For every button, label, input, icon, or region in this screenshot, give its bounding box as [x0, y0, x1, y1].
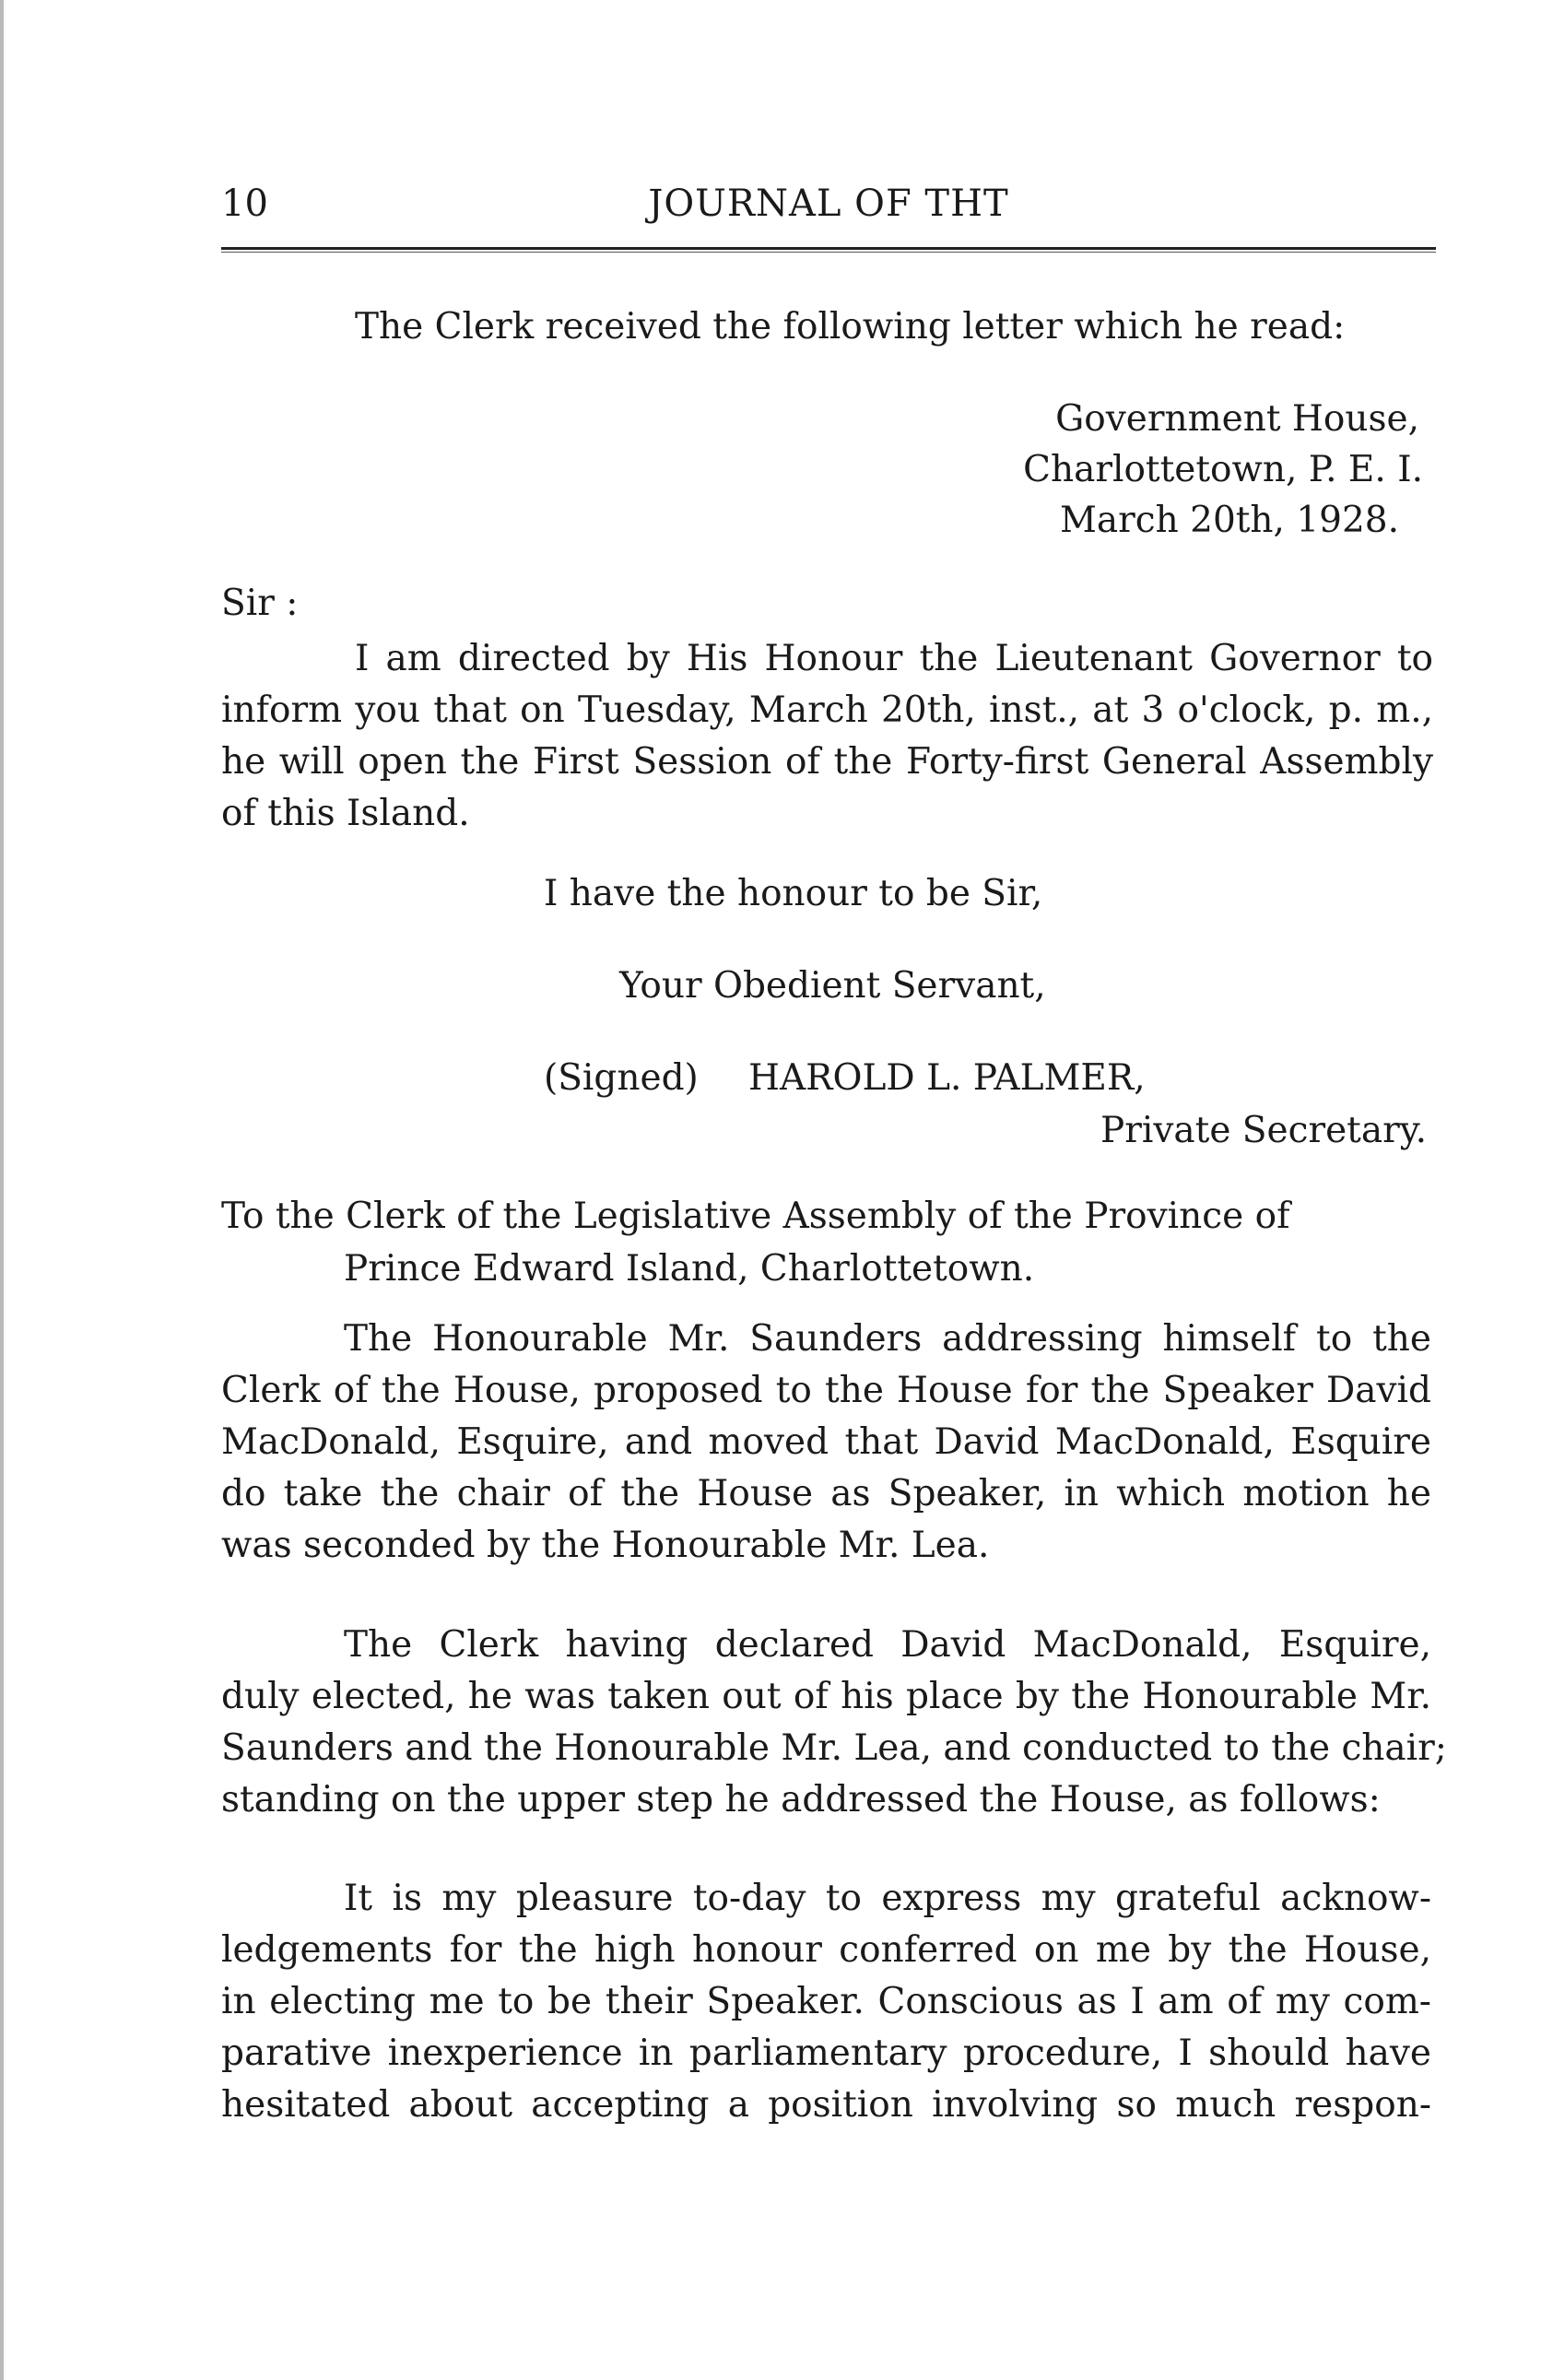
paragraph-line: parative inexperience in parliamentary procedure, I should have [221, 2032, 1431, 2074]
letter-salutation: Sir : [221, 583, 299, 624]
page-header [221, 183, 1436, 234]
letter-addressee-line1: To the Clerk of the Legislative Assembly of the Province of [221, 1196, 1290, 1237]
letter-closing: I have the honour to be Sir, [544, 873, 1043, 914]
running-title: JOURNAL OF THT [648, 183, 1009, 225]
letter-valediction: Your Obedient Servant, [619, 965, 1046, 1007]
paragraph-line: MacDonald, Esquire, and moved that David MacDonald, Esquire [221, 1421, 1431, 1463]
letter-signer-title: Private Secretary. [1100, 1110, 1427, 1151]
letter-addressee-line2: Prince Edward Island, Charlottetown. [344, 1248, 1035, 1290]
header-rule-thin [221, 252, 1436, 253]
paragraph-line: The Honourable Mr. Saunders addressing himself to the [344, 1318, 1431, 1360]
paragraph-line: hesitated about accepting a position involving so much respon- [221, 2084, 1431, 2126]
paragraph-line: The Clerk having declared David MacDonald, Esquire, [344, 1624, 1431, 1666]
header-rule [221, 247, 1436, 250]
letter-body-line: he will open the First Session of the Forty-first General Assembly [221, 741, 1433, 783]
page-number: 10 [221, 183, 268, 225]
letter-signed: (Signed) [544, 1057, 699, 1099]
letter-address-line2: Charlottetown, P. E. I. [1023, 449, 1423, 490]
letter-body-line: inform you that on Tuesday, March 20th, inst., at 3 o'clock, p. m., [221, 689, 1433, 731]
letter-address-line1: Government House, [1055, 398, 1419, 440]
paragraph-line: in electing me to be their Speaker. Conscious as I am of my com- [221, 1981, 1431, 2022]
paragraph-line: duly elected, he was taken out of his place by the Honourable Mr. [221, 1676, 1431, 1717]
paragraph-line: ledgements for the high honour conferred on me by the House, [221, 1929, 1431, 1971]
paragraph-line: It is my pleasure to-day to express my grateful acknow- [344, 1878, 1431, 1919]
paragraph-line: do take the chair of the House as Speaker, in which motion he [221, 1473, 1431, 1514]
page-edge-shadow [0, 0, 4, 2380]
letter-date: March 20th, 1928. [1059, 500, 1399, 541]
paragraph-line: was seconded by the Honourable Mr. Lea. [221, 1525, 990, 1566]
letter-signer: HAROLD L. PALMER, [748, 1057, 1146, 1099]
intro-line: The Clerk received the following letter which he read: [355, 306, 1346, 348]
paragraph-line: Clerk of the House, proposed to the House for the Speaker David [221, 1370, 1431, 1411]
letter-body-line: I am directed by His Honour the Lieutenant Governor to [355, 638, 1433, 679]
paragraph-line: standing on the upper step he addressed the House, as follows: [221, 1779, 1381, 1820]
letter-body-line: of this Island. [221, 793, 470, 834]
paragraph-line: Saunders and the Honourable Mr. Lea, and conducted to the chair; [221, 1727, 1447, 1769]
